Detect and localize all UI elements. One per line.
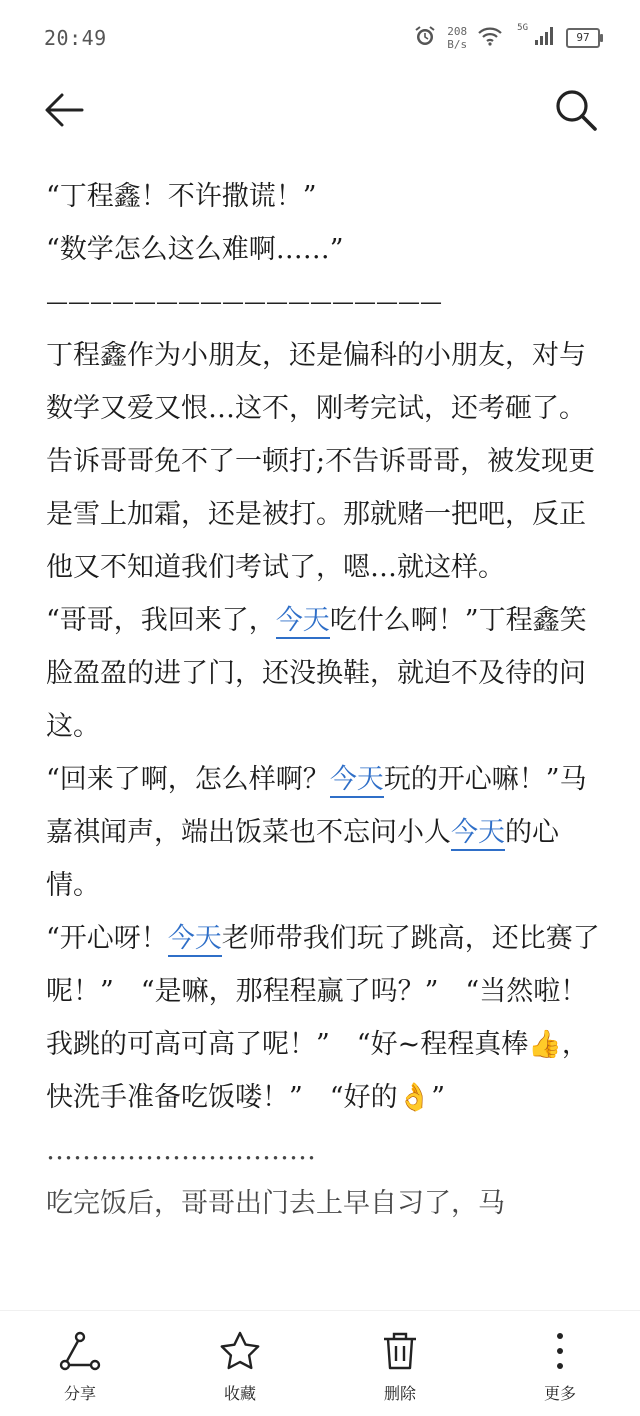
favorite-button[interactable] xyxy=(185,1311,295,1416)
net-speed-unit: B/s xyxy=(447,38,468,51)
note-content xyxy=(46,170,602,1230)
paragraph: 告诉哥哥免不了一顿打;不告诉哥哥，被发现更是雪上加霜，还是被打。那就赌一把吧，反正他又不知道我们考试了，嗯…就这样。 xyxy=(46,446,596,583)
keyword-link[interactable]: 今天 xyxy=(330,764,384,798)
text-run: “开心呀！ xyxy=(46,923,168,954)
share-label: 分享 xyxy=(63,1384,96,1403)
search-button[interactable] xyxy=(552,86,600,134)
text-run: “哥哥，我回来了， xyxy=(46,605,276,636)
paragraph xyxy=(46,594,602,753)
keyword-link[interactable]: 今天 xyxy=(168,923,222,957)
favorite-label: 收藏 xyxy=(223,1384,256,1403)
delete-button[interactable] xyxy=(345,1311,455,1416)
keyword-link[interactable]: 今天 xyxy=(451,817,505,851)
dialogue-line: “数学怎么这么难啊……” xyxy=(46,234,344,265)
top-nav xyxy=(0,78,640,142)
paragraph xyxy=(46,753,602,912)
text-run: 吃什么啊！”丁程鑫笑脸盈盈的进了门，还没换鞋，就迫不及待的问这。 xyxy=(46,605,587,742)
text-run: 的心情。 xyxy=(46,817,559,901)
more-label: 更多 xyxy=(543,1384,576,1403)
paragraph: 吃完饭后，哥哥出门去上早自习了，马 xyxy=(46,1188,505,1219)
signal-type-label: 5G xyxy=(517,23,528,33)
wifi-icon xyxy=(477,25,503,51)
net-speed xyxy=(447,25,467,51)
dialogue-line: “丁程鑫！不许撒谎！” xyxy=(46,181,317,212)
battery-level: 97 xyxy=(576,31,590,44)
trash-icon xyxy=(378,1329,422,1373)
text-run: 老师带我们玩了跳高，还比赛了呢！” “是嘛，那程程赢了吗？” “当然啦！我跳的可高可高了呢！” “好~程程真棒👍，快洗手准备吃饭喽！” “好的👌” xyxy=(46,923,600,1113)
share-button[interactable] xyxy=(25,1311,135,1416)
alarm-icon xyxy=(413,24,437,52)
search-icon xyxy=(552,86,600,134)
back-button[interactable] xyxy=(40,86,88,134)
arrow-left-icon xyxy=(40,86,88,134)
text-run: 玩的开心嘛！”马嘉祺闻声，端出饭菜也不忘问小人 xyxy=(46,764,587,848)
ellipsis-line: ………………………… xyxy=(46,1135,316,1166)
status-time: 20:49 xyxy=(44,26,107,50)
net-speed-value: 208 xyxy=(447,25,468,38)
paragraph xyxy=(46,912,602,1124)
bottom-toolbar xyxy=(0,1310,640,1416)
paragraph: 丁程鑫作为小朋友，还是偏科的小朋友，对与数学又爱又恨…这不，刚考完试，还考砸了。 xyxy=(46,340,586,424)
delete-label: 删除 xyxy=(383,1384,416,1403)
status-bar xyxy=(0,0,640,74)
more-vertical-icon xyxy=(538,1329,582,1373)
signal-icon xyxy=(534,26,556,50)
divider-line: —————————————————— xyxy=(46,290,442,315)
star-icon xyxy=(218,1329,262,1373)
status-icons xyxy=(413,20,600,56)
keyword-link[interactable]: 今天 xyxy=(276,605,330,639)
more-button[interactable] xyxy=(505,1311,615,1416)
text-run: “回来了啊，怎么样啊？ xyxy=(46,764,330,795)
battery-icon xyxy=(566,28,600,48)
share-icon xyxy=(58,1329,102,1373)
